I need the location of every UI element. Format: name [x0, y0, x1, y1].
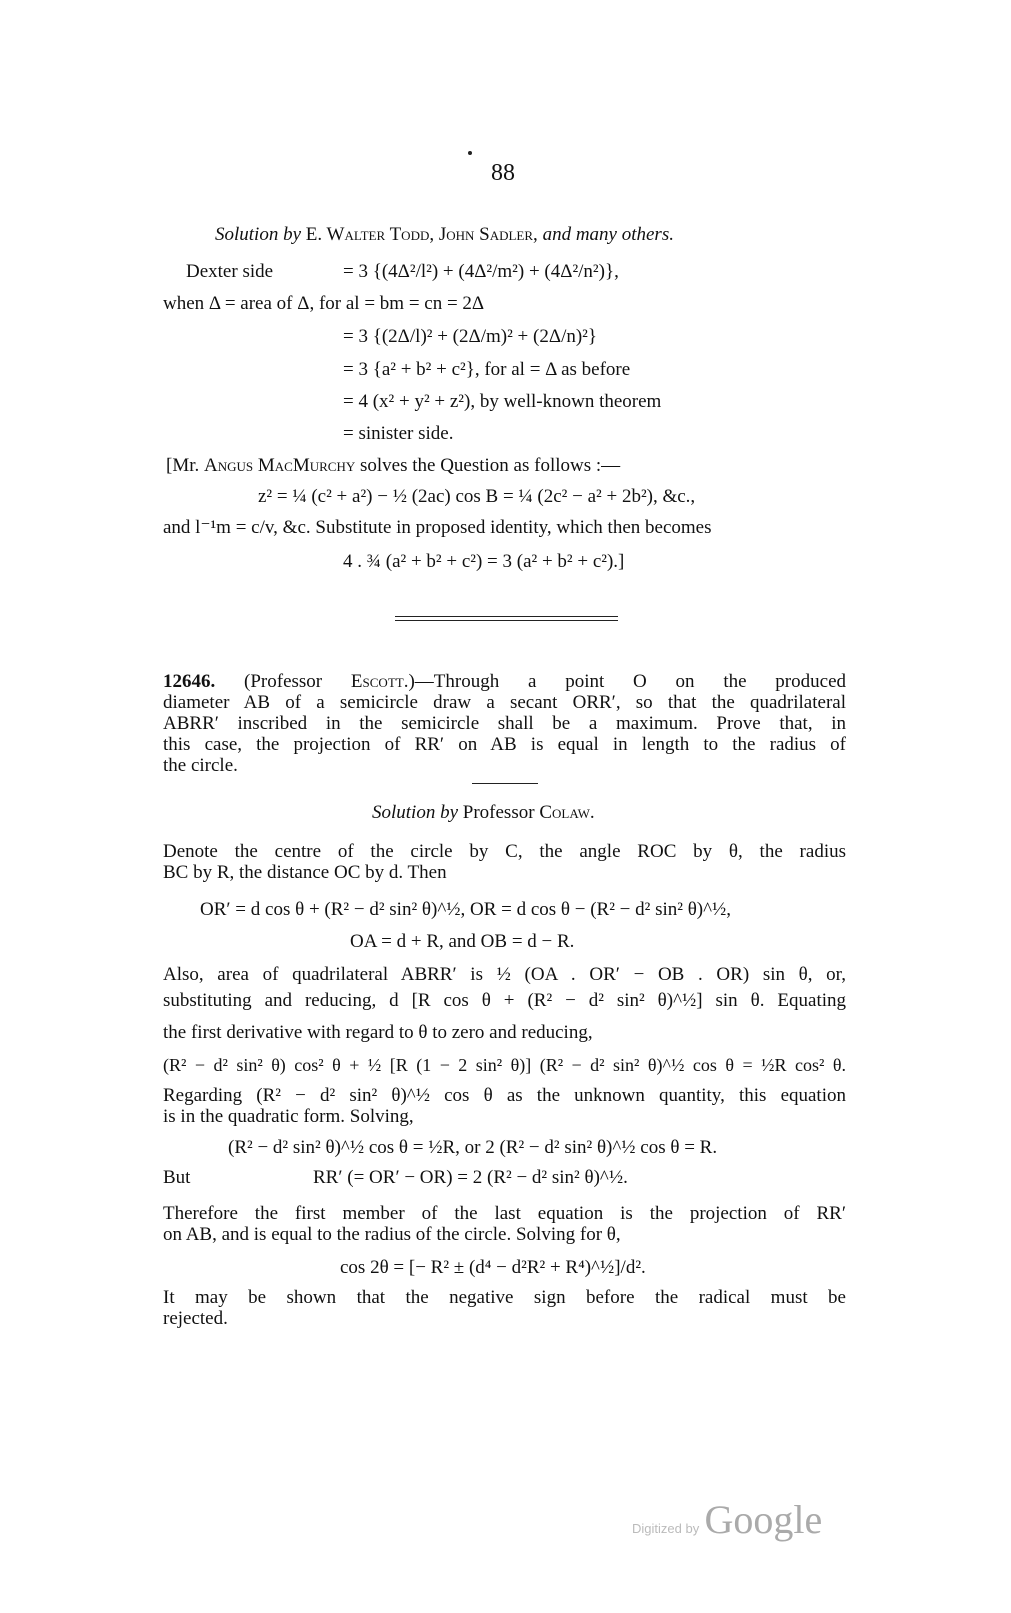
equation-line: cos 2θ = [− R² ± (d⁴ − d²R² + R⁴)^½]/d². [340, 1257, 646, 1278]
text-line: substituting and reducing, d [R cos θ + (R² − d² sin² θ)^½] sin θ. Equating [163, 990, 846, 1011]
proposer-name: Escott.) [350, 671, 415, 692]
heading-name: Colaw. [539, 802, 595, 823]
heading-prefix: Solution by [372, 802, 459, 823]
equation-line: RR′ (= OR′ − OR) = 2 (R² − d² sin² θ)^½. [313, 1167, 628, 1188]
ink-dot [468, 151, 472, 155]
note-equation: 4 . ¾ (a² + b² + c²) = 3 (a² + b² + c²).] [343, 551, 625, 572]
text-line: the first derivative with regard to θ to zero and reducing, [163, 1022, 593, 1043]
text-line: when Δ = area of Δ, for al = bm = cn = 2Δ [163, 293, 485, 314]
short-rule [472, 783, 538, 784]
question-text: —Through a point O on the produced [414, 671, 846, 692]
text-line: Regarding (R² − d² sin² θ)^½ cos θ as the unknown quantity, this equation [163, 1085, 846, 1106]
equation-line: OA = d + R, and OB = d − R. [350, 931, 575, 952]
note-open: [Mr. [166, 455, 200, 476]
text-line: is in the quadratic form. Solving, [163, 1106, 414, 1127]
text-line: on AB, and is equal to the radius of the circle. Solving for θ, [163, 1224, 621, 1245]
heading-suffix: and many others. [542, 224, 674, 245]
text-line: BC by R, the distance OC by d. Then [163, 862, 447, 883]
equation-line: = 3 {(2Δ/l)² + (2Δ/m)² + (2Δ/n)²} [343, 326, 597, 347]
heading-names: E. Walter Todd, John Sadler, [305, 224, 538, 245]
equation-line: (R² − d² sin² θ)^½ cos θ = ½R, or 2 (R² − d² sin² θ)^½ cos θ = R. [228, 1137, 718, 1158]
equation-line: = 3 {a² + b² + c²}, for al = Δ as before [343, 359, 631, 380]
note-equation: z² = ¼ (c² + a²) − ½ (2ac) cos B = ¼ (2c² − a² + 2b²), &c., [258, 486, 696, 507]
equation-line: = 4 (x² + y² + z²), by well-known theorem [343, 391, 662, 412]
note-line [166, 455, 620, 477]
text-line: Therefore the first member of the last equation is the projection of RR′ [163, 1203, 846, 1224]
watermark-prefix: Digitized by [632, 1521, 700, 1536]
text-line: Denote the centre of the circle by C, the angle ROC by θ, the radius [163, 841, 846, 862]
page-number: 88 [491, 160, 515, 186]
section-rule [395, 620, 618, 621]
text-line: It may be shown that the negative sign before the radical must be [163, 1287, 846, 1308]
proposer-prefix: (Professor [244, 671, 323, 692]
text-line: But [163, 1167, 191, 1188]
equation-line: = 3 {(4Δ²/l²) + (4Δ²/m²) + (4Δ²/n²)}, [343, 261, 619, 282]
note-name: Angus MacMurchy [204, 455, 356, 476]
solution2-heading [372, 802, 595, 824]
note-rest: solves the Question as follows :— [359, 455, 621, 476]
equation-line: OR′ = d cos θ + (R² − d² sin² θ)^½, OR = d cos θ − (R² − d² sin² θ)^½, [200, 899, 732, 920]
solution1-heading [215, 224, 674, 246]
section-rule [395, 616, 618, 617]
question-line: this case, the projection of RR′ on AB is equal in length to the radius of [163, 734, 846, 755]
question-number: 12646. [163, 671, 216, 692]
heading-prefix: Solution by [215, 224, 302, 245]
google-logo: Google [704, 1497, 823, 1542]
equation-line: = sinister side. [343, 423, 454, 444]
equation-line: (R² − d² sin² θ) cos² θ + ½ [R (1 − 2 sin² θ)] (R² − d² sin² θ)^½ cos θ = ½R cos² θ. [163, 1055, 846, 1075]
text-line: Also, area of quadrilateral ABRR′ is ½ (OA . OR′ − OB . OR) sin θ, or, [163, 964, 846, 985]
question-line: ABRR′ inscribed in the semicircle shall be a maximum. Prove that, in [163, 713, 846, 734]
dexter-label: Dexter side [186, 261, 274, 282]
question-line [163, 671, 846, 693]
question-line: the circle. [163, 755, 238, 776]
question-line: diameter AB of a semicircle draw a secant ORR′, so that the quadrilateral [163, 692, 846, 713]
note-text: and l⁻¹m = c/v, &c. Substitute in proposed identity, which then becomes [163, 517, 712, 538]
google-watermark [632, 1496, 822, 1543]
heading-title: Professor [462, 802, 535, 823]
text-line: rejected. [163, 1308, 228, 1329]
